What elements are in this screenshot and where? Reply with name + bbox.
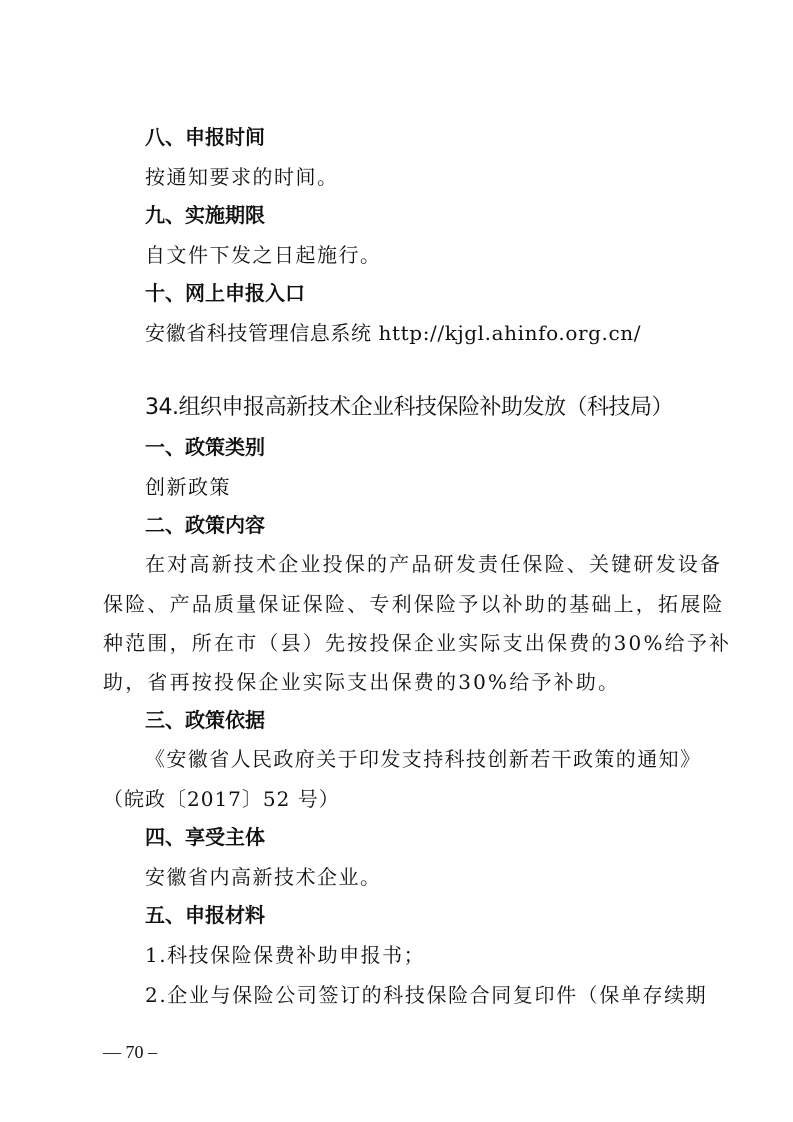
materials-item: 2.企业与保险公司签订的科技保险合同复印件（保单存续期 <box>145 983 708 1007</box>
section-10-text: 安徽省科技管理信息系统 http://kjgl.ahinfo.org.cn/ <box>145 321 642 345</box>
policy-category-heading: 一、政策类别 <box>145 435 265 459</box>
section-8-heading: 八、申报时间 <box>145 125 265 149</box>
policy-category-text: 创新政策 <box>145 475 231 499</box>
policy-content-line: 助，省再按投保企业实际支出保费的30%给予补助。 <box>103 670 621 694</box>
section-9-heading: 九、实施期限 <box>145 203 265 227</box>
policy-content-line: 种范围，所在市（县）先按投保企业实际支出保费的30%给予补 <box>103 631 732 655</box>
materials-item: 1.科技保险保费补助申报书； <box>145 943 426 967</box>
policy-basis-heading: 三、政策依据 <box>145 708 265 732</box>
page-number: — 70 – <box>103 1042 157 1062</box>
policy-content-line: 在对高新技术企业投保的产品研发责任保险、关键研发设备 <box>145 552 723 576</box>
policy-content-line: 保险、产品质量保证保险、专利保险予以补助的基础上，拓展险 <box>103 592 725 616</box>
policy-subject-heading: 四、享受主体 <box>145 825 265 849</box>
policy-content-heading: 二、政策内容 <box>145 513 265 537</box>
section-8-text: 按通知要求的时间。 <box>145 165 339 189</box>
policy-subject-text: 安徽省内高新技术企业。 <box>145 865 382 889</box>
section-9-text: 自文件下发之日起施行。 <box>145 243 382 267</box>
policy-basis-line: （皖政〔2017〕52 号） <box>103 787 340 811</box>
policy-34-title: 34.组织申报高新技术企业科技保险补助发放（科技局） <box>145 395 673 420</box>
policy-materials-heading: 五、申报材料 <box>145 903 265 927</box>
section-10-heading: 十、网上申报入口 <box>145 281 305 305</box>
policy-basis-line: 《安徽省人民政府关于印发支持科技创新若干政策的通知》 <box>145 747 702 771</box>
